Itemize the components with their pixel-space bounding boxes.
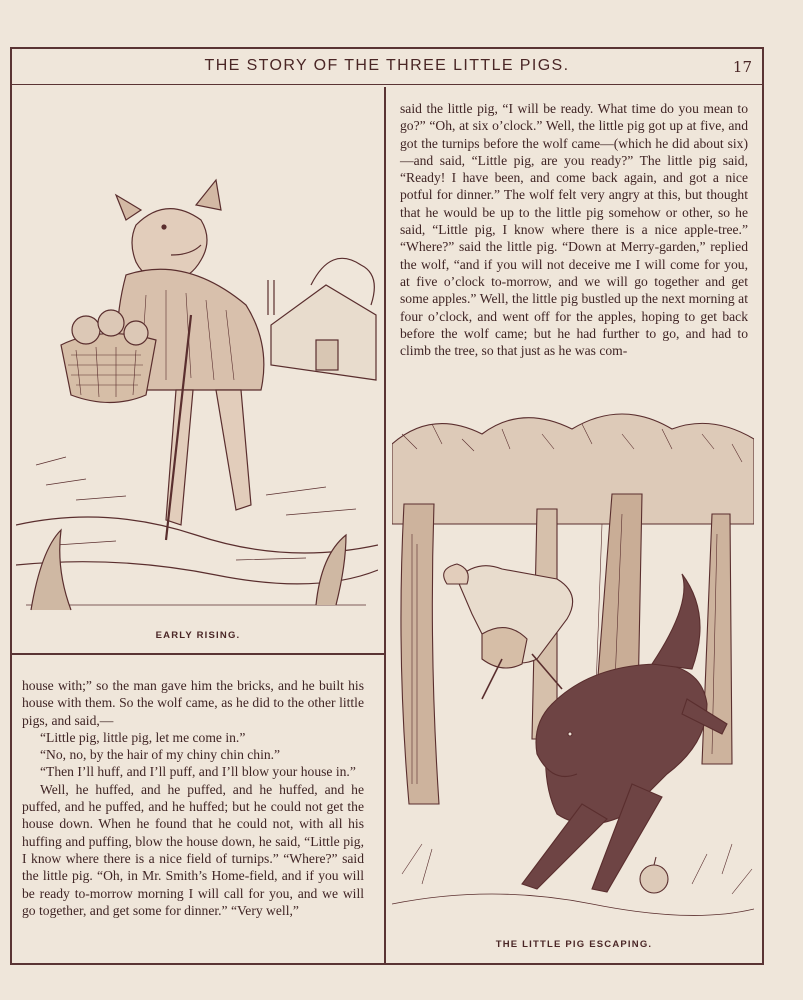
little-pig-escaping-illustration <box>392 404 754 932</box>
early-rising-illustration <box>16 165 378 620</box>
left-paragraph-2: “Little pig, little pig, let me come in.” <box>40 729 246 745</box>
early-rising-caption: EARLY RISING. <box>155 630 241 641</box>
left-column-text <box>22 677 364 919</box>
little-pig-escaping-caption: THE LITTLE PIG ESCAPING. <box>495 939 653 950</box>
left-paragraph-3: “No, no, by the hair of my chiny chin chin.” <box>40 747 281 763</box>
right-column-paragraph: said the little pig, “I will be ready. What time do you mean to go?” “Oh, at six o’clock.” Well, the little pig got up at five, and got the turnips before the wolf came—(which he did about six)—and said, “Little pig, are you ready?” The little pig said, “Ready! I have been, and come back again, and got a nice potful for dinner.” The wolf felt very angry at this, but thought that he would be up to the little pig somehow or other, so he said, “Little pig, I know where there is a nice apple-tree.” “Where?” said the little pig. “Down at Merry-garden,” replied the wolf, “and if you will not deceive me I will come for you, at five o’clock to-morrow, and we will go together and get some apples.” Well, the little pig bustled up the next morning at four o’clock, and went off for the apples, hoping to get back before the wolf came; but he had further to go, and had to climb the tree, so that just as he was com- <box>400 101 748 359</box>
left-paragraph-5: Well, he huffed, and he puffed, and he huffed, and he puffed, and he puffed, and he huffed; but he could not get the house down. When he found that he could not, with all his huffing and puffing, blow the house down, he said, “Little pig, I know where there is a nice field of turnips.” “Where?” said the little pig. “Oh, in Mr. Smith’s Home-field, and if you will be ready to-morrow morning I will call for you, and we will go together, and get some for dinner.” “Very well,” <box>22 781 364 918</box>
page-number: 17 <box>732 58 752 76</box>
column-divider <box>384 87 386 963</box>
running-header <box>12 49 762 85</box>
left-paragraph-1: house with;” so the man gave him the bricks, and he built his house with them. So the wolf came, as he did to the other little pigs, and said,— <box>22 678 364 728</box>
right-column-text <box>400 100 748 359</box>
running-title: THE STORY OF THE THREE LITTLE PIGS. <box>204 57 570 74</box>
left-paragraph-4: “Then I’ll huff, and I’ll puff, and I’ll blow your house in.” <box>40 764 356 780</box>
section-divider <box>12 653 384 655</box>
